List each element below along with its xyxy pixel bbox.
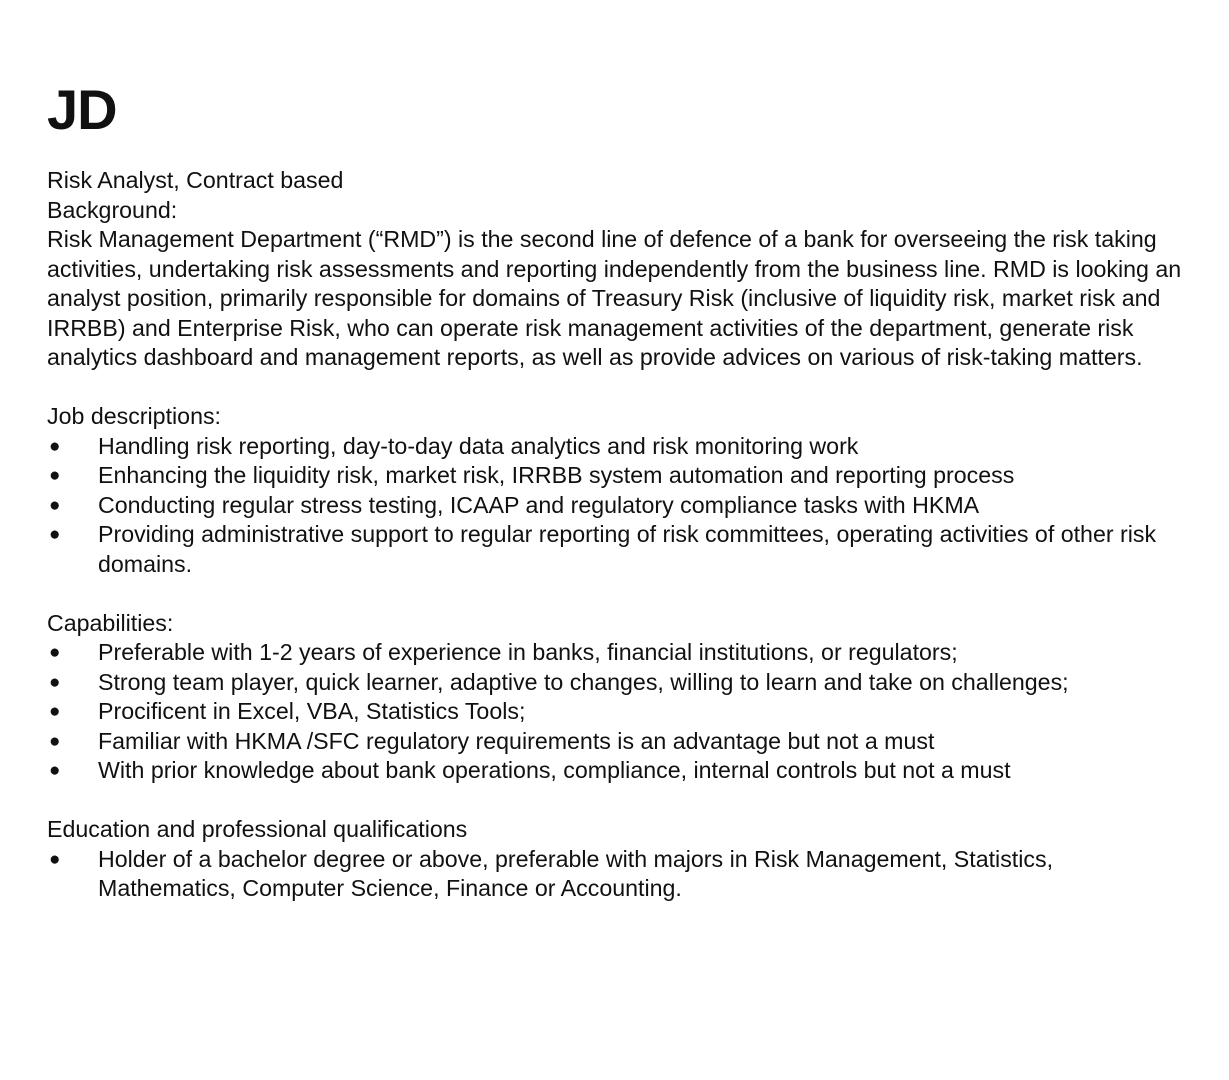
- spacer: [47, 373, 1197, 403]
- background-paragraph: Risk Management Department (“RMD”) is the second line of defence of a bank for overseeing the risk taking activities, undertaking risk assessments and reporting independently from the business line. RMD is looking an analyst position, primarily responsible for domains of Treasury Risk (inclusive of liquidity risk, market risk and IRRBB) and Enterprise Risk, who can operate risk management activities of the department, generate risk analytics dashboard and management reports, as well as provide advices on various of risk-taking matters.: [47, 226, 1182, 370]
- education-list: [47, 845, 1197, 904]
- bullet-icon: ●: [49, 494, 61, 516]
- capabilities-list: [47, 638, 1197, 786]
- job-descriptions-heading: Job descriptions:: [47, 403, 221, 429]
- list-item: ● Providing administrative support to regular reporting of risk committees, operating activities of other risk domains.: [49, 521, 1157, 577]
- role-title: Risk Analyst, Contract based: [47, 167, 344, 193]
- bullet-icon: ●: [49, 671, 61, 693]
- bullet-icon: ●: [49, 435, 61, 457]
- list-item: ● Handling risk reporting, day-to-day data analytics and risk monitoring work: [47, 432, 1197, 462]
- list-item: ● Holder of a bachelor degree or above, preferable with majors in Risk Management, Statistics, Mathematics, Computer Science, Finance or Accounting.: [49, 845, 1054, 901]
- bullet-icon: ●: [49, 642, 61, 663]
- background-heading: Background:: [47, 196, 178, 223]
- bullet-icon: ●: [49, 760, 61, 781]
- list-item: ● Enhancing the liquidity risk, market risk, IRRBB system automation and reporting process: [47, 461, 1197, 491]
- bullet-icon: ●: [49, 701, 61, 722]
- bullet-icon: ●: [49, 465, 61, 486]
- capabilities-heading: Capabilities:: [47, 609, 174, 636]
- document-body: [47, 166, 1197, 904]
- list-item: ● Conducting regular stress testing, ICAAP and regulatory compliance tasks with HKMA: [47, 491, 1197, 521]
- education-heading: Education and professional qualifications: [47, 816, 468, 842]
- spacer: [47, 786, 1197, 816]
- bullet-icon: ●: [49, 730, 61, 752]
- bullet-icon: ●: [49, 848, 61, 870]
- list-item: ● Procificent in Excel, VBA, Statistics Tools;: [47, 697, 1197, 727]
- document-title: JD: [47, 78, 117, 141]
- bullet-icon: ●: [49, 524, 61, 545]
- list-item: ● Strong team player, quick learner, adaptive to changes, willing to learn and take on challenges;: [47, 668, 1197, 698]
- spacer: [47, 579, 1197, 609]
- job-descriptions-list: [47, 432, 1197, 580]
- list-item: ● With prior knowledge about bank operations, compliance, internal controls but not a must: [47, 756, 1197, 786]
- list-item: ● Familiar with HKMA /SFC regulatory requirements is an advantage but not a must: [47, 727, 1197, 757]
- list-item: ● Preferable with 1-2 years of experience in banks, financial institutions, or regulators;: [47, 638, 1197, 668]
